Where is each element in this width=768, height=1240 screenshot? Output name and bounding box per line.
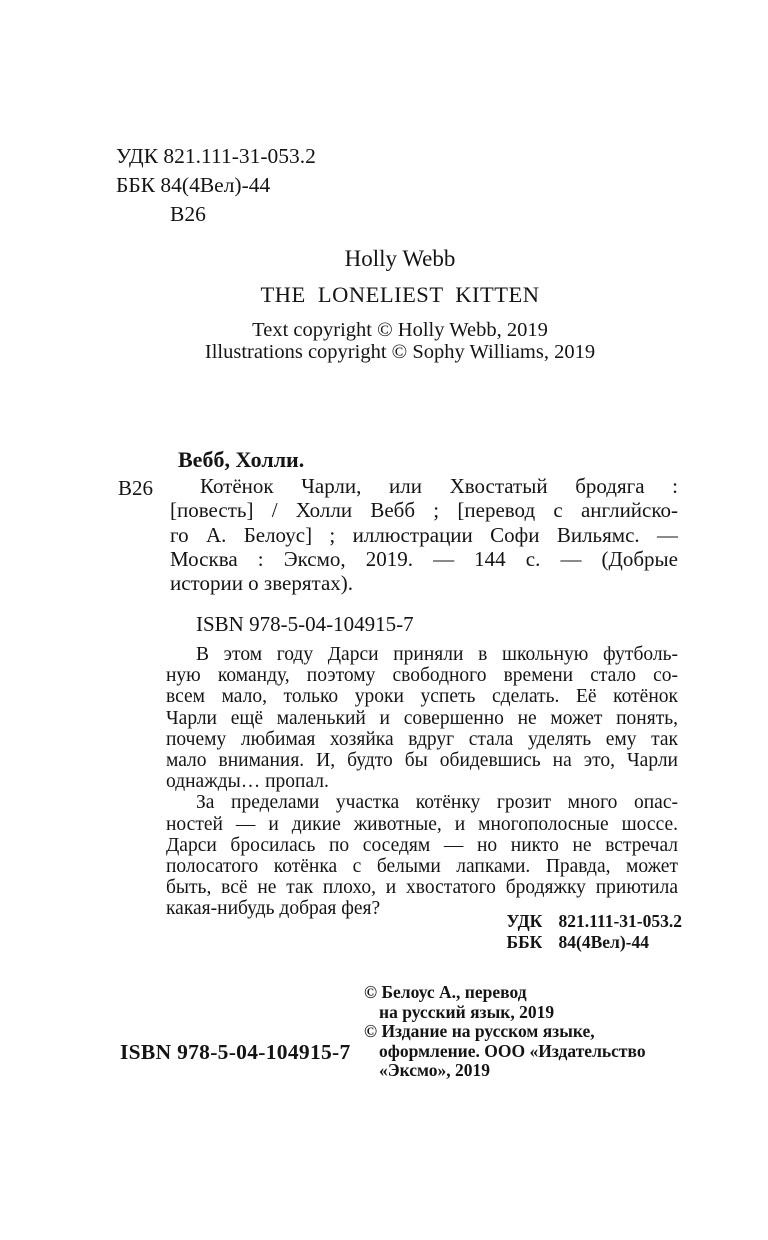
text-line: ностей — и дикие животные, и многополосные шоссе. [166, 813, 678, 835]
text-line: Москва : Эксмо, 2019. — 144 с. — (Добрые [170, 546, 678, 571]
text-line: [повесть] / Холли Вебб ; [перевод с английско- [170, 498, 678, 523]
original-copyright-lines [118, 319, 682, 363]
author-sign: В26 [170, 202, 206, 226]
text-line: Дарси бросилась по соседям — но никто не встречал [166, 834, 678, 856]
footer-isbn: ISBN 978-5-04-104915-7 [120, 1040, 351, 1064]
copyright-entry-translation [364, 983, 694, 1022]
catalog-isbn: ISBN 978-5-04-104915-7 [196, 612, 414, 636]
text-line: полосатого котёнка с белыми лапками. Правда, может [166, 856, 678, 878]
text-line: © Издание на русском языке, [364, 1021, 595, 1042]
annotation-paragraph-2 [166, 792, 678, 919]
text-line: Illustrations copyright © Sophy Williams, 2019 [204, 341, 596, 363]
text-line: За пределами участка котёнку грозит много опас- [196, 792, 678, 814]
bbk-label: ББК [506, 931, 543, 952]
text-line: «Эксмо», 2019 [379, 1060, 490, 1081]
bbk-line: ББК 84(4Вел)-44 [116, 173, 271, 197]
text-line: быть, всё не так плохо, и хвостатого бродяжку приютила [166, 877, 678, 899]
catalog-author-sign: В26 [118, 476, 154, 500]
udk-label: УДК [506, 911, 543, 931]
text-line: мало внимания. И, будто бы обидевшись на это, Чарли [166, 750, 678, 772]
text-line: почему любимая хозяйка вдруг стала уделять ему так [166, 728, 678, 750]
text-line: © Белоус А., перевод [364, 982, 527, 1002]
text-line: всем мало, только уроки успеть сделать. Её котёнок [166, 686, 678, 708]
text-line: оформление. ООО «Издательство [379, 1040, 646, 1061]
text-line: В этом году Дарси приняли в школьную футболь- [196, 644, 678, 665]
text-line: на русский язык, 2019 [379, 1001, 555, 1022]
text-line: однажды… пропал. [166, 771, 329, 793]
text-line: ную команду, поэтому свободного времени стало со- [166, 665, 678, 687]
bottom-classification-block [507, 911, 682, 952]
text-line: какая-нибудь добрая фея? [166, 898, 381, 920]
publisher-copyright-block [364, 983, 694, 1081]
udk-row [507, 911, 682, 932]
original-title: THE LONELIEST KITTEN [260, 282, 540, 307]
udk-line: УДК 821.111-31-053.2 [116, 144, 316, 168]
bbk-value: 84(4Вел)-44 [558, 931, 650, 952]
original-title-block [118, 247, 682, 363]
text-line: истории о зверятах). [170, 571, 354, 596]
catalog-author-heading: Вебб, Холли. [178, 447, 305, 472]
udk-value: 821.111-31-053.2 [558, 911, 682, 931]
original-author: Holly Webb [344, 246, 456, 271]
copyright-entry-edition [364, 1022, 694, 1081]
text-line: Чарли ещё маленький и совершенно не может понять, [166, 707, 678, 729]
text-line: Text copyright © Holly Webb, 2019 [252, 319, 548, 341]
annotation-block [166, 644, 678, 920]
annotation-paragraph-1 [166, 644, 678, 792]
text-line: Котёнок Чарли, или Хвостатый бродяга : [200, 474, 678, 498]
bbk-row [507, 932, 682, 953]
catalog-entry-paragraph [170, 474, 678, 595]
text-line: го А. Белоус] ; иллюстрации Софи Вильямс. — [170, 522, 678, 547]
top-classification-block [116, 142, 316, 229]
